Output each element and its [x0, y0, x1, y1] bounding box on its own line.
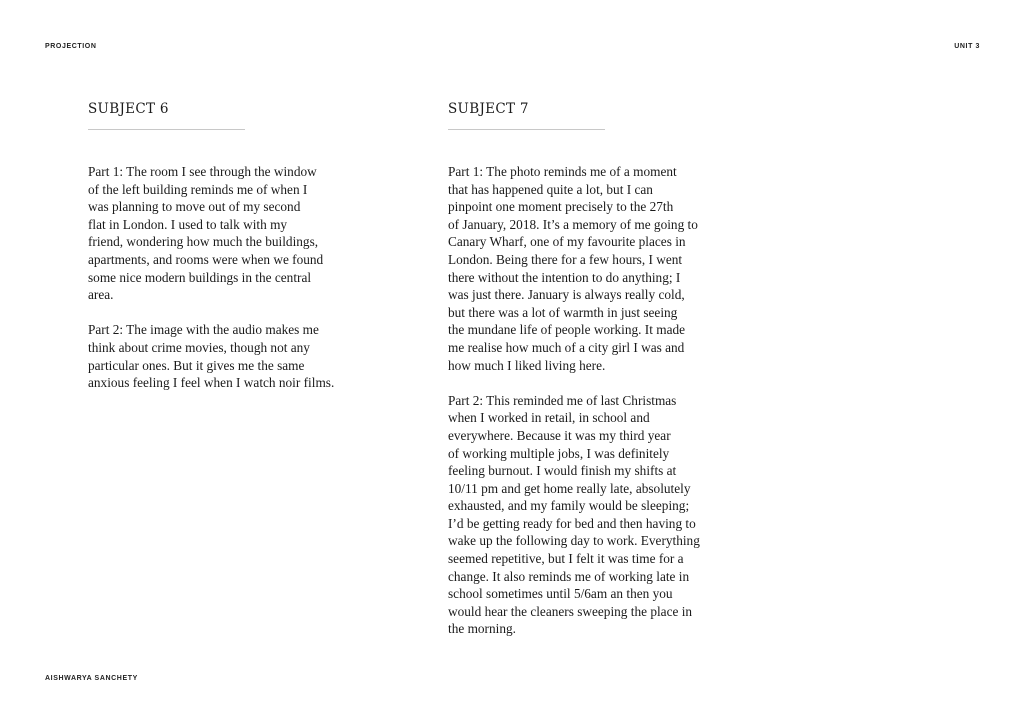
subject-7-body [448, 163, 738, 638]
subject-6-part-1: Part 1: The room I see through the window of the left building reminds me of when I was planning to move out of my second flat in London. I used to talk with my friend, wondering how much the buildings, apartments, and rooms were when we found some nice modern buildings in the central area. [88, 164, 324, 303]
subject-6-divider [88, 129, 245, 130]
subject-6-body [88, 163, 378, 392]
subject-7-title: SUBJECT 7 [448, 101, 529, 117]
subject-7-divider [448, 129, 605, 130]
subject-6-title: SUBJECT 6 [88, 101, 169, 117]
running-header-left: PROJECTION [45, 43, 97, 50]
subject-7-column [448, 100, 738, 656]
subject-6-part-2: Part 2: The image with the audio makes me think about crime movies, though not any particular ones. But it gives me the same anxious feeling I feel when I watch noir films. [88, 322, 335, 391]
subject-7-part-2: Part 2: This reminded me of last Christmas when I worked in retail, in school and everywhere. Because it was my third year of working multiple jobs, I was definitely feeling burnout. I would finish my shifts at 10/11 pm and get home really late, absolutely exhausted, and my family would be sleeping; I’d be getting ready for bed and then having to wake up the following day to work. Everything seemed repetitive, but I felt it was time for a change. It also reminds me of working late in school sometimes until 5/6am an then you would hear the cleaners sweeping the place in the morning. [448, 392, 700, 637]
subject-7-part-1: Part 1: The photo reminds me of a moment that has happened quite a lot, but I can pinpoint one moment precisely to the 27th of January, 2018. It’s a memory of me going to Canary Wharf, one of my favourite places in London. Being there for a few hours, I went there without the intention to do anything; I was just there. January is always really cold, but there was a lot of warmth in just seeing the mundane life of people working. It made me realise how much of a city girl I was and how much I liked living here. [448, 164, 698, 373]
running-header-right: UNIT 3 [954, 43, 980, 50]
subject-6-column [88, 100, 378, 409]
running-footer-author: AISHWARYA SANCHETY [45, 675, 138, 682]
